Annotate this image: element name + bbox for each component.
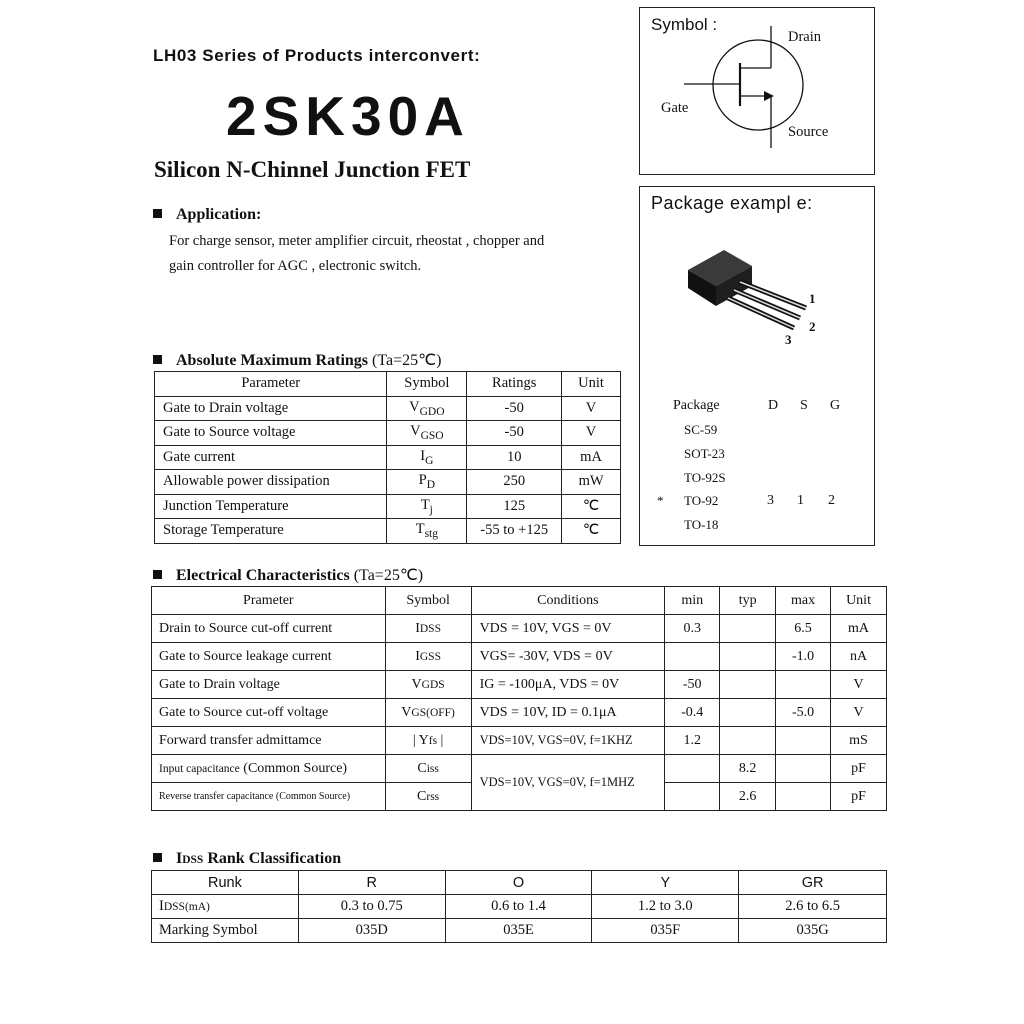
- typ-cell: 2.6: [720, 783, 776, 811]
- pin-g: 2: [828, 493, 835, 508]
- package-header: D: [768, 398, 779, 413]
- symbol-sub: D: [426, 479, 436, 492]
- column-header: Symbol: [385, 587, 471, 615]
- unit-cell: mS: [831, 727, 887, 755]
- conditions-cell: VDS = 10V, ID = 0.1μA: [471, 699, 665, 727]
- max-cell: [776, 783, 831, 811]
- symbol-main: | Y: [412, 732, 429, 748]
- application-line-1: For charge sensor, meter amplifier circuit, rheostat , chopper and: [169, 233, 545, 249]
- symbol-cell: [387, 494, 467, 519]
- row-label-i: I: [159, 898, 164, 914]
- abs-max-heading-text: Absolute Maximum Ratings: [176, 352, 369, 369]
- abs-max-condition: (Ta=25℃): [372, 352, 442, 369]
- min-cell: 1.2: [665, 727, 720, 755]
- package-header: Package: [673, 398, 720, 413]
- rating-cell: 250: [467, 470, 562, 495]
- column-header: Ratings: [467, 372, 562, 397]
- table-row: [155, 519, 621, 544]
- max-cell: [776, 727, 831, 755]
- symbol-sub: DSS: [419, 622, 441, 635]
- conditions-cell: VDS=10V, VGS=0V, f=1MHZ: [471, 755, 665, 811]
- param-cell: Allowable power dissipation: [155, 470, 387, 495]
- device-subtitle: Silicon N-Chinnel Junction FET: [154, 157, 471, 182]
- rank-heading-text: Rank Classification: [203, 850, 342, 867]
- symbol-main: V: [409, 398, 420, 415]
- column-header: Unit: [562, 372, 621, 397]
- column-header: Runk: [152, 871, 299, 895]
- max-cell: -1.0: [776, 643, 831, 671]
- typ-cell: [720, 643, 776, 671]
- application-text: [169, 229, 619, 279]
- symbol-sub: rss: [426, 790, 440, 803]
- pin-d: 3: [767, 493, 774, 508]
- package-label: Package exampl e:: [651, 193, 813, 213]
- bullet-square-icon: [153, 853, 162, 862]
- electrical-heading-text: Electrical Characteristics: [176, 567, 350, 584]
- abs-max-table: [154, 371, 621, 544]
- table-header-row: [155, 372, 621, 397]
- symbol-sub: stg: [424, 528, 438, 541]
- param-cell: Forward transfer admittamce: [152, 727, 386, 755]
- pin-2-label: 2: [809, 319, 816, 334]
- symbol-sub: fs: [428, 734, 438, 747]
- table-row: [152, 615, 887, 643]
- rating-cell: -55 to +125: [467, 519, 562, 544]
- rank-heading-sub: DSS: [182, 854, 204, 866]
- row-label-text: DSS(mA): [163, 901, 210, 913]
- unit-cell: V: [562, 396, 621, 421]
- symbol-cell: [385, 727, 471, 755]
- idss-cell: 2.6 to 6.5: [739, 895, 887, 919]
- symbol-cell: [385, 699, 471, 727]
- symbol-cell: [385, 783, 471, 811]
- param-cell: Storage Temperature: [155, 519, 387, 544]
- column-header: GR: [739, 871, 887, 895]
- symbol-main: T: [420, 496, 430, 513]
- symbol-sub: GSS: [419, 650, 441, 663]
- typ-cell: [720, 699, 776, 727]
- symbol-sub: GS(OFF): [411, 706, 455, 719]
- symbol-main: C: [417, 760, 427, 776]
- column-header: typ: [720, 587, 776, 615]
- symbol-sub: G: [425, 454, 434, 467]
- param-cell: Gate to Source leakage current: [152, 643, 386, 671]
- package-name: SC-59: [684, 422, 718, 437]
- param-cell: Drain to Source cut-off current: [152, 615, 386, 643]
- param-cell: [152, 755, 386, 783]
- package-name: TO-18: [684, 517, 719, 532]
- column-header: max: [776, 587, 831, 615]
- unit-cell: V: [831, 699, 887, 727]
- unit-cell: V: [831, 671, 887, 699]
- param-text: Input capacitance: [159, 762, 240, 775]
- symbol-main: V: [410, 423, 421, 440]
- typ-cell: [720, 615, 776, 643]
- unit-cell: V: [562, 421, 621, 446]
- typ-cell: [720, 727, 776, 755]
- package-name: TO-92: [684, 493, 719, 508]
- symbol-main: I: [415, 620, 420, 636]
- package-name: SOT-23: [684, 446, 725, 461]
- application-heading: [153, 206, 261, 224]
- table-row: [152, 755, 887, 783]
- conditions-cell: VGS= -30V, VDS = 0V: [471, 643, 665, 671]
- min-cell: [665, 643, 720, 671]
- symbol-cell: [387, 519, 467, 544]
- conditions-cell: IG = -100μA, VDS = 0V: [471, 671, 665, 699]
- symbol-cell: [385, 643, 471, 671]
- symbol-cell: [385, 671, 471, 699]
- param-cell: Gate to Drain voltage: [152, 671, 386, 699]
- table-row: [152, 895, 887, 919]
- table-row: [152, 643, 887, 671]
- bullet-square-icon: [153, 355, 162, 364]
- max-cell: -5.0: [776, 699, 831, 727]
- min-cell: [665, 783, 720, 811]
- source-label: Source: [788, 124, 829, 140]
- symbol-sub: GDS: [421, 678, 445, 691]
- unit-cell: nA: [831, 643, 887, 671]
- package-pinout-table: [657, 396, 860, 536]
- symbol-sub: GDO: [419, 405, 445, 418]
- table-row: [152, 671, 887, 699]
- marking-cell: 035G: [739, 919, 887, 943]
- marking-cell: 035E: [445, 919, 592, 943]
- max-cell: [776, 671, 831, 699]
- conditions-cell: VDS=10V, VGS=0V, f=1KHZ: [471, 727, 665, 755]
- symbol-main: I: [415, 648, 420, 664]
- min-cell: [665, 755, 720, 783]
- application-heading-text: Application:: [176, 206, 262, 223]
- table-row: [155, 470, 621, 495]
- unit-cell: mA: [562, 445, 621, 470]
- unit-cell: pF: [831, 783, 887, 811]
- table-row: [152, 727, 887, 755]
- param-cell: Reverse transfer capacitance (Common Source): [152, 783, 386, 811]
- column-header: Unit: [831, 587, 887, 615]
- min-cell: -0.4: [665, 699, 720, 727]
- symbol-label: Symbol :: [651, 15, 718, 34]
- rating-cell: 125: [467, 494, 562, 519]
- symbol-cell: [385, 615, 471, 643]
- abs-max-heading: [153, 350, 441, 370]
- rating-cell: 10: [467, 445, 562, 470]
- gate-label: Gate: [661, 100, 689, 116]
- table-row: [155, 494, 621, 519]
- symbol-sub: j: [429, 503, 433, 516]
- table-row: [155, 396, 621, 421]
- to92-package-icon: [680, 240, 825, 345]
- param-cell: Gate to Source cut-off voltage: [152, 699, 386, 727]
- column-header: Y: [592, 871, 739, 895]
- param-tail: (Common Source): [239, 760, 348, 776]
- table-header-row: [152, 871, 887, 895]
- unit-cell: mA: [831, 615, 887, 643]
- symbol-cell: [387, 421, 467, 446]
- unit-cell: pF: [831, 755, 887, 783]
- symbol-main: C: [417, 788, 427, 804]
- symbol-main: V: [411, 676, 422, 692]
- marking-cell: 035F: [592, 919, 739, 943]
- max-cell: 6.5: [776, 615, 831, 643]
- bullet-square-icon: [153, 570, 162, 579]
- package-mark: *: [657, 493, 664, 508]
- bullet-square-icon: [153, 209, 162, 218]
- column-header: R: [298, 871, 445, 895]
- pin-3-label: 3: [785, 332, 792, 347]
- application-line-2: gain controller for AGC , electronic switch.: [169, 258, 422, 274]
- table-header-row: [152, 587, 887, 615]
- idss-cell: 1.2 to 3.0: [592, 895, 739, 919]
- param-cell: Gate to Source voltage: [155, 421, 387, 446]
- symbol-main: P: [418, 472, 427, 489]
- min-cell: -50: [665, 671, 720, 699]
- column-header: Prameter: [152, 587, 386, 615]
- idss-cell: 0.6 to 1.4: [445, 895, 592, 919]
- symbol-cell: [387, 445, 467, 470]
- table-row: [155, 445, 621, 470]
- symbol-cell: [387, 396, 467, 421]
- model-number: 2SK30A: [226, 85, 470, 147]
- column-header: O: [445, 871, 592, 895]
- package-name: TO-92S: [684, 470, 726, 485]
- unit-cell: ℃: [562, 519, 621, 544]
- symbol-main: V: [401, 704, 412, 720]
- symbol-main: T: [415, 521, 425, 538]
- symbol-sub: iss: [426, 762, 439, 775]
- jfet-symbol-icon: [640, 8, 873, 173]
- min-cell: 0.3: [665, 615, 720, 643]
- symbol-main: I: [420, 447, 426, 464]
- rank-table: [151, 870, 887, 943]
- electrical-table: [151, 586, 887, 811]
- package-header: S: [800, 398, 808, 413]
- unit-cell: ℃: [562, 494, 621, 519]
- pin-1-label: 1: [809, 291, 816, 306]
- table-row: [152, 699, 887, 727]
- electrical-heading: [153, 565, 423, 585]
- param-cell: Gate to Drain voltage: [155, 396, 387, 421]
- param-cell: Gate current: [155, 445, 387, 470]
- marking-cell: 035D: [298, 919, 445, 943]
- package-header: G: [830, 398, 841, 413]
- rating-cell: -50: [467, 421, 562, 446]
- series-title: LH03 Series of Products interconvert:: [153, 46, 481, 65]
- typ-cell: [720, 671, 776, 699]
- param-cell: Junction Temperature: [155, 494, 387, 519]
- table-row: [155, 421, 621, 446]
- column-header: Symbol: [387, 372, 467, 397]
- rank-heading: [153, 850, 341, 868]
- symbol-sub: GSO: [420, 430, 444, 443]
- row-label: [152, 895, 299, 919]
- conditions-cell: VDS = 10V, VGS = 0V: [471, 615, 665, 643]
- rank-heading-i: I: [176, 850, 183, 867]
- typ-cell: 8.2: [720, 755, 776, 783]
- electrical-condition: (Ta=25℃): [353, 567, 424, 584]
- column-header: Parameter: [155, 372, 387, 397]
- symbol-cell: [387, 470, 467, 495]
- column-header: Conditions: [471, 587, 665, 615]
- column-header: min: [665, 587, 720, 615]
- rating-cell: -50: [467, 396, 562, 421]
- unit-cell: mW: [562, 470, 621, 495]
- max-cell: [776, 755, 831, 783]
- drain-label: Drain: [788, 29, 822, 45]
- table-row: [152, 919, 887, 943]
- symbol-tail: |: [437, 732, 444, 748]
- row-label: Marking Symbol: [152, 919, 299, 943]
- pin-s: 1: [797, 493, 804, 508]
- idss-cell: 0.3 to 0.75: [298, 895, 445, 919]
- symbol-cell: [385, 755, 471, 783]
